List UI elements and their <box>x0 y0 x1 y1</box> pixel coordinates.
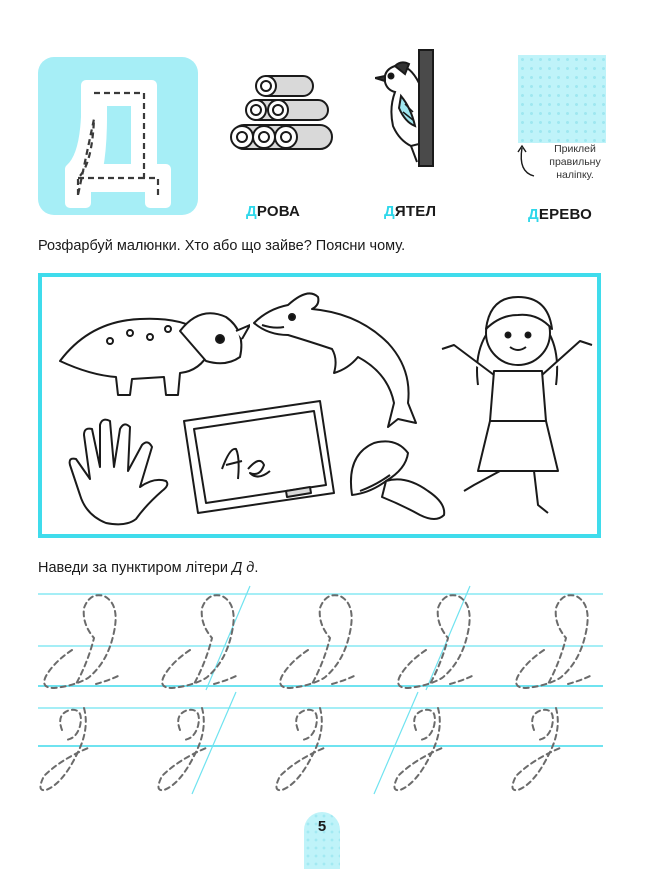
hand-icon <box>66 415 176 527</box>
task-tracing-instruction <box>38 560 258 576</box>
tracing-lowercase-letter <box>512 708 560 790</box>
word-rest: ЯТЕЛ <box>394 203 437 220</box>
task-tracing-letters: Д д <box>232 560 255 576</box>
word-firewood <box>246 203 300 220</box>
word-first-letter: Д <box>528 206 539 223</box>
word-woodpecker <box>384 203 436 220</box>
page-number: 5 <box>304 812 340 869</box>
sticker-placeholder <box>518 55 606 143</box>
word-first-letter: Д <box>246 203 257 220</box>
tracing-uppercase-letter <box>398 595 472 688</box>
woodpecker-icon <box>375 48 437 168</box>
coloring-frame <box>38 273 601 538</box>
tracing-uppercase-letter <box>44 595 118 688</box>
handwriting-practice-lines <box>0 580 647 810</box>
word-rest: ЕРЕВО <box>538 206 593 223</box>
tracing-uppercase-letter <box>280 595 354 688</box>
dinosaur-icon <box>50 291 250 401</box>
task-tracing-text: Наведи за пунктиром літери <box>38 560 233 576</box>
word-first-letter: Д <box>384 203 395 220</box>
task-coloring-instruction: Розфарбуй малюнки. Хто або що зайве? Поясни чому. <box>38 238 406 254</box>
word-rest: РОВА <box>256 203 301 220</box>
word-tree <box>528 206 592 223</box>
girl-icon <box>434 285 599 525</box>
sticker-hint: Приклей правильну наліпку. <box>549 143 601 181</box>
tracing-lowercase-letter <box>276 708 324 790</box>
tracing-uppercase-letter <box>516 595 590 688</box>
letter-tile <box>38 57 198 215</box>
tracing-uppercase-letter <box>162 595 236 688</box>
traced-letter-icon <box>38 57 198 215</box>
mushroom-icon <box>346 435 456 525</box>
chalkboard-icon <box>180 397 340 519</box>
task-tracing-dot: . <box>254 560 259 576</box>
tracing-lowercase-letter <box>40 708 88 790</box>
firewood-icon <box>228 70 338 165</box>
tracing-lowercase-letter <box>394 708 442 790</box>
